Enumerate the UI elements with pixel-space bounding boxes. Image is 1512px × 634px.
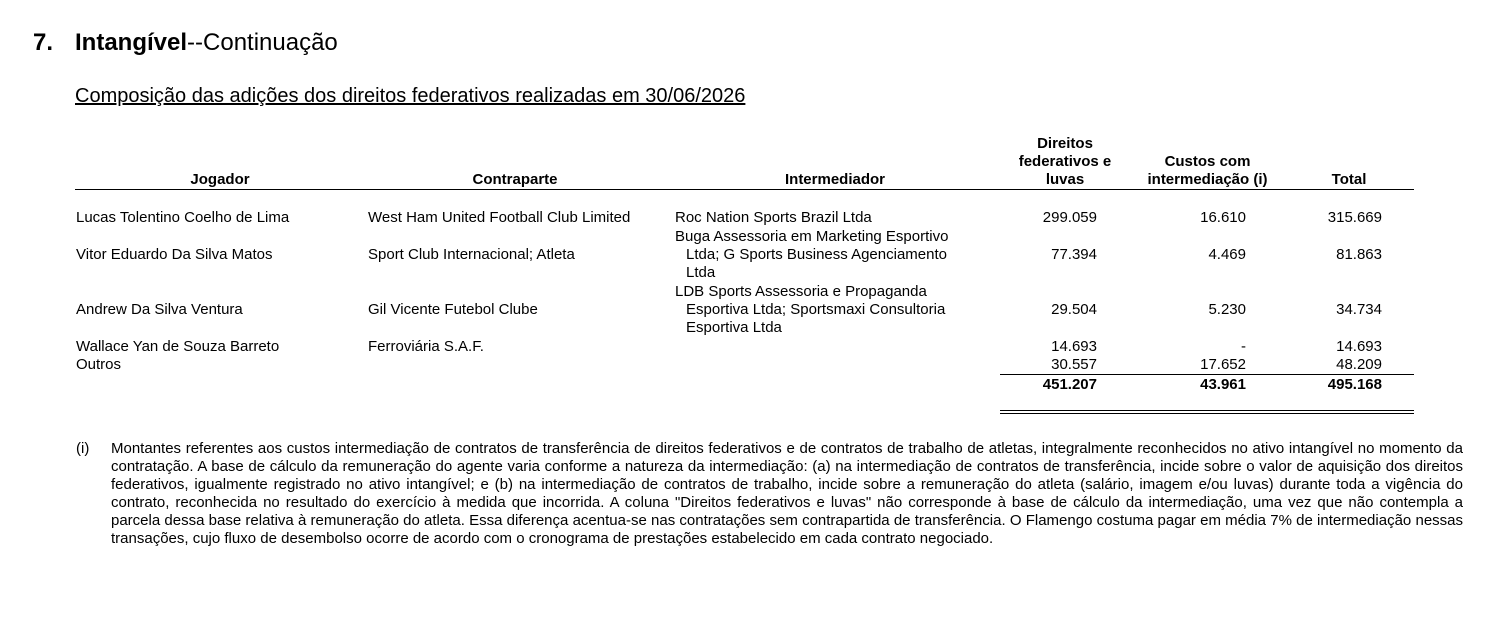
row-total: 315.669 bbox=[1327, 209, 1382, 226]
total-custos: 43.961 bbox=[1200, 376, 1246, 393]
header-custos bbox=[1130, 153, 1285, 189]
header-custos-line: intermediação (i) bbox=[1147, 171, 1268, 188]
row-custos: 17.652 bbox=[1200, 356, 1246, 373]
footnote-marker: (i) bbox=[76, 440, 90, 457]
row-direitos: 30.557 bbox=[1051, 356, 1097, 373]
row-contraparte: West Ham United Football Club Limited bbox=[368, 209, 631, 226]
intermediador-line: Ltda; G Sports Business Agenciamento bbox=[686, 246, 947, 263]
footnote-text: Montantes referentes aos custos intermediação de contratos de transferência de direitos federativos e de contratos de trabalho de atletas, integralmente reconhecidos no ativo intangível no momento da contratação. A base de cálculo da remuneração do agente varia conforme a natureza da intermediação: (a) na intermediação de contratos de transferência, incide sobre o valor de aquisição dos direitos federativos, igualmente registrado no ativo intangível; e (b) na intermediação de contratos de trabalho, incide sobre a remuneração do atleta (salário, imagem e/ou luvas) durante toda a vigência do contrato, reconhecida no resultado do exercício à medida que incorrida. A coluna "Direitos federativos e luvas" não corresponde à base de cálculo da intermediação, uma vez que não contempla a parcela dessa base relativa à remuneração do atleta. Essa diferença acentua-se nas contratações sem contrapartida de transferência. O Flamengo costuma pagar em média 7% de intermediação nessas transações, cujo fluxo de desembolso ocorre de acordo com o cronograma de prestações estabelecido em cada contrato negociado. bbox=[111, 440, 1463, 547]
row-intermediador bbox=[675, 209, 872, 227]
header-rule bbox=[75, 189, 1414, 190]
row-contraparte: Ferroviária S.A.F. bbox=[368, 338, 484, 355]
row-jogador: Outros bbox=[76, 356, 122, 373]
intermediador-line: Roc Nation Sports Brazil Ltda bbox=[675, 209, 872, 226]
row-custos: - bbox=[1241, 338, 1246, 355]
section-number: 7. bbox=[33, 29, 54, 56]
footnote bbox=[76, 440, 1463, 548]
header-direitos-line: luvas bbox=[1045, 171, 1085, 188]
row-direitos: 299.059 bbox=[1042, 209, 1097, 226]
table-subtitle: Composição das adições dos direitos federativos realizadas em 30/06/2026 bbox=[75, 85, 746, 107]
header-jogador: Jogador bbox=[190, 171, 250, 188]
row-total: 14.693 bbox=[1336, 338, 1382, 355]
row-direitos: 29.504 bbox=[1051, 301, 1097, 318]
row-contraparte: Gil Vicente Futebol Clube bbox=[368, 301, 538, 318]
section-title: Intangível bbox=[75, 29, 188, 56]
row-jogador: Vitor Eduardo Da Silva Matos bbox=[76, 246, 273, 263]
total-total: 495.168 bbox=[1327, 376, 1382, 393]
intermediador-line: Ltda bbox=[686, 264, 716, 281]
section-continuation: --Continuação bbox=[187, 29, 338, 56]
row-jogador: Wallace Yan de Souza Barreto bbox=[76, 338, 280, 355]
header-custos-line: Custos com bbox=[1164, 153, 1251, 170]
row-custos: 4.469 bbox=[1208, 246, 1246, 263]
row-total: 48.209 bbox=[1336, 356, 1382, 373]
row-custos: 5.230 bbox=[1208, 301, 1246, 318]
row-total: 34.734 bbox=[1336, 301, 1382, 318]
row-intermediador bbox=[675, 228, 948, 282]
header-direitos-line: Direitos bbox=[1037, 135, 1093, 152]
total-double-rule bbox=[1000, 410, 1414, 411]
intermediador-line: LDB Sports Assessoria e Propaganda bbox=[675, 283, 927, 300]
section-heading bbox=[33, 29, 338, 57]
intermediador-line: Esportiva Ltda bbox=[686, 319, 782, 336]
row-intermediador bbox=[675, 283, 945, 337]
subtotal-rule bbox=[1000, 374, 1414, 375]
header-direitos-line: federativos e bbox=[1018, 153, 1112, 170]
header-direitos bbox=[995, 135, 1135, 189]
intermediador-line: Buga Assessoria em Marketing Esportivo bbox=[675, 228, 949, 245]
row-direitos: 77.394 bbox=[1051, 246, 1097, 263]
row-jogador: Andrew Da Silva Ventura bbox=[76, 301, 243, 318]
intermediador-line: Esportiva Ltda; Sportsmaxi Consultoria bbox=[686, 301, 946, 318]
header-intermediador: Intermediador bbox=[784, 171, 886, 188]
row-contraparte: Sport Club Internacional; Atleta bbox=[368, 246, 575, 263]
total-double-rule bbox=[1000, 413, 1414, 414]
header-total: Total bbox=[1331, 171, 1367, 188]
row-custos: 16.610 bbox=[1200, 209, 1246, 226]
row-total: 81.863 bbox=[1336, 246, 1382, 263]
row-jogador: Lucas Tolentino Coelho de Lima bbox=[76, 209, 290, 226]
total-direitos: 451.207 bbox=[1042, 376, 1097, 393]
row-direitos: 14.693 bbox=[1051, 338, 1097, 355]
header-contraparte: Contraparte bbox=[472, 171, 558, 188]
